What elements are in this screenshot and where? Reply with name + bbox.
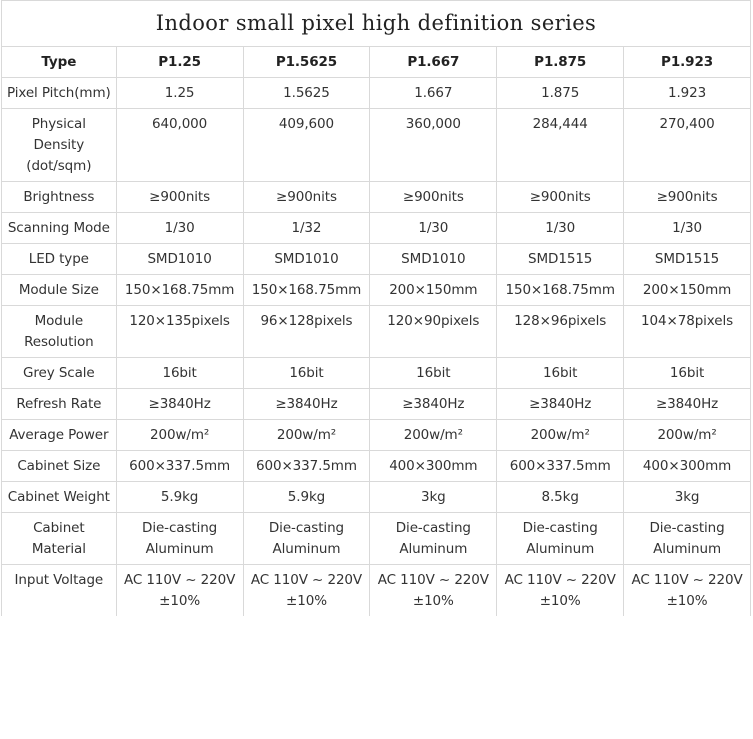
table-row [2, 275, 751, 306]
table-cell: 200w/m² [370, 420, 497, 451]
table-row [2, 451, 751, 482]
table-cell: 284,444 [497, 109, 624, 182]
table-cell: SMD1010 [243, 244, 370, 275]
table-cell: ≥3840Hz [497, 389, 624, 420]
table-cell: ≥3840Hz [243, 389, 370, 420]
table-cell: 600×337.5mm [243, 451, 370, 482]
table-cell: AC 110V ~ 220V ±10% [497, 565, 624, 617]
table-cell: 1.25 [116, 78, 243, 109]
table-cell: ≥900nits [243, 182, 370, 213]
table-cell: 600×337.5mm [116, 451, 243, 482]
row-label: Module Size [2, 275, 117, 306]
table-row [2, 182, 751, 213]
table-row [2, 513, 751, 565]
table-cell: 200w/m² [624, 420, 751, 451]
header-row [2, 47, 751, 78]
table-row [2, 358, 751, 389]
table-cell: Die-casting Aluminum [497, 513, 624, 565]
table-cell: AC 110V ~ 220V ±10% [624, 565, 751, 617]
table-cell: 128×96pixels [497, 306, 624, 358]
table-title: Indoor small pixel high definition series [2, 1, 751, 47]
table-cell: 1/30 [116, 213, 243, 244]
table-cell: 200w/m² [497, 420, 624, 451]
row-label: Brightness [2, 182, 117, 213]
table-cell: 1.667 [370, 78, 497, 109]
table-row [2, 78, 751, 109]
table-cell: SMD1010 [116, 244, 243, 275]
table-cell: 409,600 [243, 109, 370, 182]
table-cell: 400×300mm [624, 451, 751, 482]
table-row [2, 213, 751, 244]
row-label: Average Power [2, 420, 117, 451]
table-cell: AC 110V ~ 220V ±10% [243, 565, 370, 617]
table-cell: 1/30 [497, 213, 624, 244]
table-cell: 8.5kg [497, 482, 624, 513]
table-cell: ≥900nits [370, 182, 497, 213]
table-cell: 1.923 [624, 78, 751, 109]
table-cell: 150×168.75mm [116, 275, 243, 306]
table-cell: 200w/m² [243, 420, 370, 451]
header-cell-model: P1.5625 [243, 47, 370, 78]
spec-table [1, 0, 751, 616]
spec-body [2, 78, 751, 617]
table-cell: 150×168.75mm [497, 275, 624, 306]
row-label: Grey Scale [2, 358, 117, 389]
table-cell: ≥3840Hz [624, 389, 751, 420]
row-label: Scanning Mode [2, 213, 117, 244]
table-cell: ≥3840Hz [370, 389, 497, 420]
table-row [2, 109, 751, 182]
row-label: LED type [2, 244, 117, 275]
header-cell-model: P1.923 [624, 47, 751, 78]
table-cell: 96×128pixels [243, 306, 370, 358]
table-row [2, 306, 751, 358]
table-cell: SMD1515 [497, 244, 624, 275]
table-cell: 1/30 [624, 213, 751, 244]
row-label: Physical Density (dot/sqm) [2, 109, 117, 182]
header-cell-model: P1.875 [497, 47, 624, 78]
header-cell-model: P1.667 [370, 47, 497, 78]
table-cell: 1.875 [497, 78, 624, 109]
table-cell: 360,000 [370, 109, 497, 182]
table-cell: Die-casting Aluminum [116, 513, 243, 565]
table-cell: 120×90pixels [370, 306, 497, 358]
table-cell: ≥900nits [116, 182, 243, 213]
table-cell: 5.9kg [116, 482, 243, 513]
table-cell: 200×150mm [370, 275, 497, 306]
table-cell: 3kg [624, 482, 751, 513]
table-cell: 150×168.75mm [243, 275, 370, 306]
table-row [2, 420, 751, 451]
table-cell: AC 110V ~ 220V ±10% [116, 565, 243, 617]
header-cell-type: Type [2, 47, 117, 78]
table-cell: ≥3840Hz [116, 389, 243, 420]
row-label: Module Resolution [2, 306, 117, 358]
table-cell: Die-casting Aluminum [370, 513, 497, 565]
row-label: Input Voltage [2, 565, 117, 617]
table-cell: 16bit [624, 358, 751, 389]
table-cell: AC 110V ~ 220V ±10% [370, 565, 497, 617]
table-cell: 16bit [243, 358, 370, 389]
table-cell: 200w/m² [116, 420, 243, 451]
row-label: Cabinet Material [2, 513, 117, 565]
table-cell: 600×337.5mm [497, 451, 624, 482]
table-row [2, 389, 751, 420]
table-row [2, 565, 751, 617]
table-cell: 104×78pixels [624, 306, 751, 358]
row-label: Cabinet Weight [2, 482, 117, 513]
table-cell: 5.9kg [243, 482, 370, 513]
table-cell: 640,000 [116, 109, 243, 182]
table-cell: 16bit [370, 358, 497, 389]
table-cell: 16bit [116, 358, 243, 389]
table-cell: 1.5625 [243, 78, 370, 109]
table-cell: 16bit [497, 358, 624, 389]
table-row [2, 482, 751, 513]
table-cell: Die-casting Aluminum [624, 513, 751, 565]
table-cell: SMD1515 [624, 244, 751, 275]
table-cell: ≥900nits [624, 182, 751, 213]
row-label: Pixel Pitch(mm) [2, 78, 117, 109]
table-cell: Die-casting Aluminum [243, 513, 370, 565]
header-cell-model: P1.25 [116, 47, 243, 78]
row-label: Refresh Rate [2, 389, 117, 420]
table-cell: ≥900nits [497, 182, 624, 213]
table-cell: 1/30 [370, 213, 497, 244]
table-row [2, 244, 751, 275]
table-cell: 270,400 [624, 109, 751, 182]
table-cell: 400×300mm [370, 451, 497, 482]
table-cell: 3kg [370, 482, 497, 513]
table-cell: 1/32 [243, 213, 370, 244]
row-label: Cabinet Size [2, 451, 117, 482]
table-cell: SMD1010 [370, 244, 497, 275]
table-cell: 120×135pixels [116, 306, 243, 358]
table-cell: 200×150mm [624, 275, 751, 306]
